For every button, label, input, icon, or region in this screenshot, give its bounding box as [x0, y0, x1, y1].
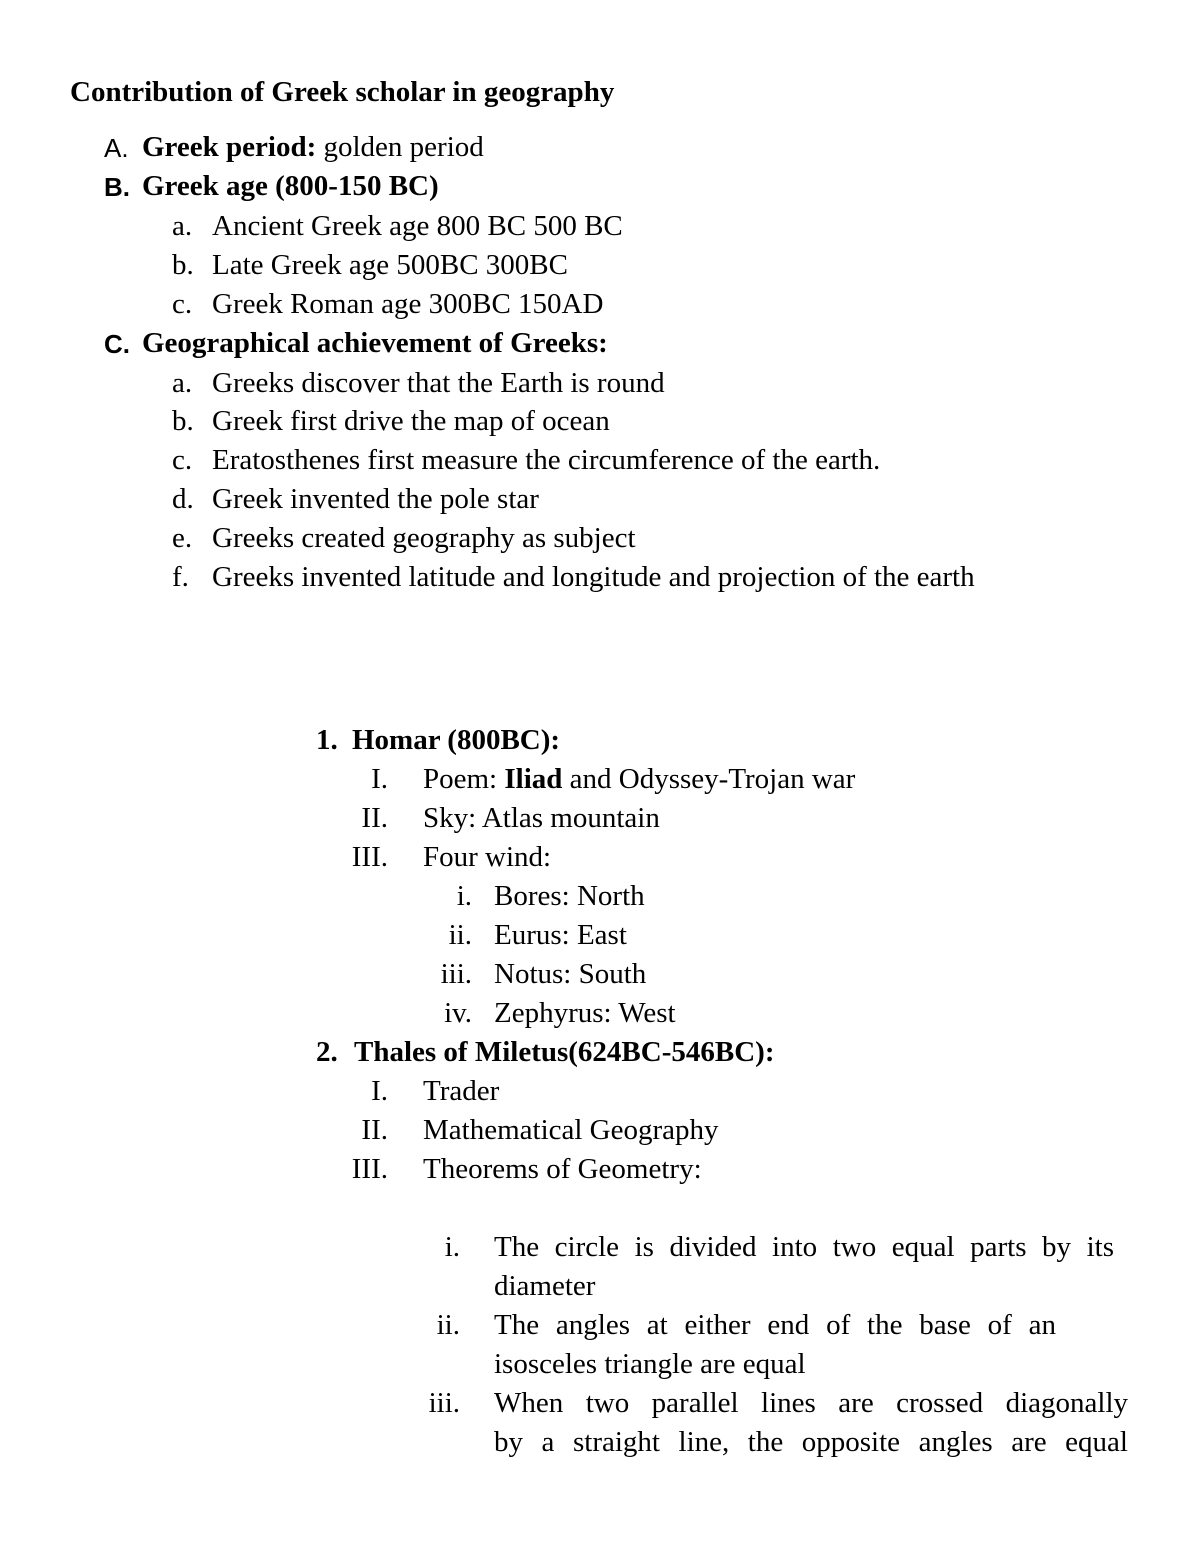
thales-item: Theorems of Geometry:	[423, 1153, 702, 1185]
section-c-item-marker: f.	[172, 561, 189, 593]
homar-marker: 1.	[316, 724, 338, 756]
homar-item	[423, 765, 855, 794]
homar-item-bold: Iliad	[504, 763, 563, 795]
section-c-item-marker: e.	[172, 522, 193, 554]
thales-item-marker: II.	[361, 1114, 388, 1146]
section-c-item-marker: d.	[172, 483, 194, 515]
homar-item-marker: III.	[351, 841, 388, 873]
homar-item: Sky: Atlas mountain	[423, 802, 660, 834]
wind-item: Eurus: East	[494, 919, 627, 951]
theorem-line: The angles at either end of the base of an	[494, 1309, 1056, 1341]
section-b-item-marker: a.	[172, 210, 193, 242]
section-c-label: Geographical achievement of Greeks:	[142, 327, 608, 359]
section-c-item: Greek invented the pole star	[212, 483, 539, 515]
thales-item: Trader	[423, 1075, 500, 1107]
section-a-text: golden period	[323, 131, 484, 163]
thales-item-marker: I.	[371, 1075, 388, 1107]
thales-marker: 2.	[316, 1036, 338, 1068]
section-b-item: Ancient Greek age 800 BC 500 BC	[212, 210, 623, 242]
wind-marker: i.	[456, 880, 472, 912]
homar-item-marker: II.	[361, 802, 388, 834]
section-c-item-marker: c.	[172, 444, 193, 476]
theorem-marker: ii.	[436, 1309, 460, 1341]
section-c-item: Eratosthenes first measure the circumference of the earth.	[212, 444, 881, 476]
thales-heading: Thales of Miletus(624BC-546BC):	[354, 1036, 775, 1068]
section-c-item: Greeks created geography as subject	[212, 522, 636, 554]
wind-item: Zephyrus: West	[494, 997, 676, 1029]
section-c-item-marker: b.	[172, 405, 194, 437]
thales-item-marker: III.	[351, 1153, 388, 1185]
page-title: Contribution of Greek scholar in geography	[70, 76, 615, 108]
theorem-line: When two parallel lines are crossed diagonally	[494, 1387, 1128, 1419]
theorem-line: isosceles triangle are equal	[494, 1348, 806, 1380]
section-c-item-marker: a.	[172, 367, 193, 399]
section-c-marker: C.	[104, 329, 130, 359]
section-b-label: Greek age (800-150 BC)	[142, 170, 439, 202]
theorem-marker: i.	[444, 1231, 460, 1263]
section-a-line	[142, 133, 484, 162]
theorem-marker: iii.	[428, 1387, 460, 1419]
section-b-item: Greek Roman age 300BC 150AD	[212, 288, 604, 320]
section-c-item: Greeks discover that the Earth is round	[212, 367, 665, 399]
homar-item: Four wind:	[423, 841, 552, 873]
section-b-item: Late Greek age 500BC 300BC	[212, 249, 568, 281]
wind-marker: iv.	[444, 997, 472, 1029]
section-a-marker: A.	[104, 133, 129, 163]
theorem-line: by a straight line, the opposite angles are equal	[494, 1426, 1128, 1458]
section-b-item-marker: c.	[172, 288, 193, 320]
wind-marker: ii.	[448, 919, 472, 951]
section-a-label: Greek period:	[142, 131, 317, 163]
section-c-item: Greeks invented latitude and longitude and projection of the earth	[212, 561, 975, 593]
homar-heading: Homar (800BC):	[352, 724, 561, 756]
wind-marker: iii.	[440, 958, 472, 990]
homar-item-marker: I.	[371, 763, 388, 795]
homar-item-suffix: and Odyssey-Trojan war	[562, 763, 856, 795]
thales-item: Mathematical Geography	[423, 1114, 719, 1146]
wind-item: Notus: South	[494, 958, 647, 990]
wind-item: Bores: North	[494, 880, 645, 912]
section-b-item-marker: b.	[172, 249, 194, 281]
section-b-marker: B.	[104, 172, 130, 202]
homar-item-prefix: Poem:	[423, 763, 505, 795]
theorem-line: The circle is divided into two equal parts by its	[494, 1231, 1114, 1263]
section-c-item: Greek first drive the map of ocean	[212, 405, 610, 437]
theorem-line: diameter	[494, 1270, 596, 1302]
